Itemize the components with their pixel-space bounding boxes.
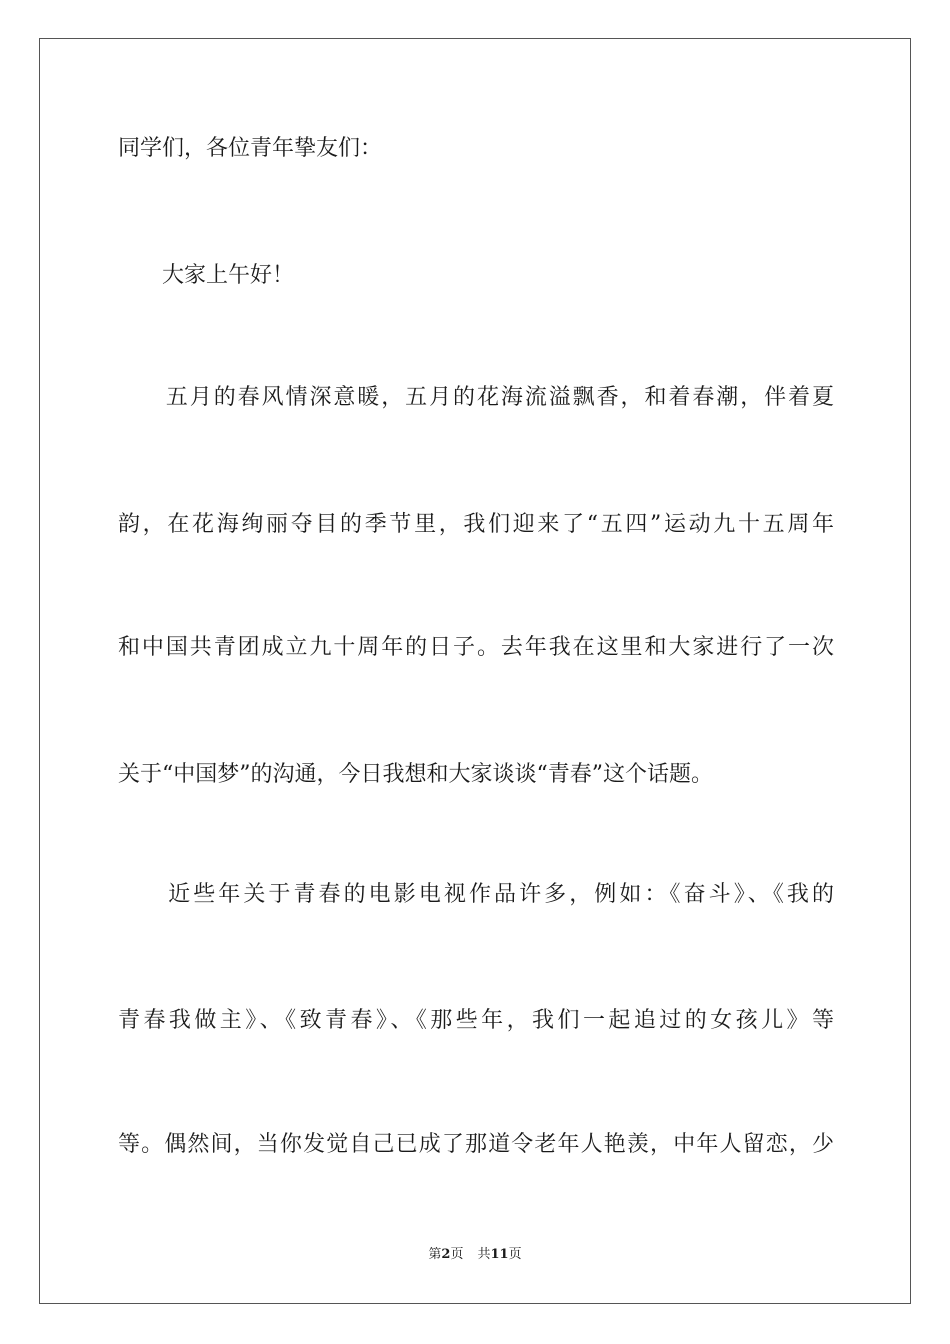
salutation-line: 同学们，各位青年挚友们： xyxy=(118,136,383,161)
page-suffix: 页 xyxy=(450,1247,464,1262)
page-prefix: 第 xyxy=(428,1247,442,1262)
page-number: 2 xyxy=(441,1247,451,1262)
total-prefix: 共 xyxy=(477,1247,491,1262)
body-line-4: 关于“中国梦”的沟通，今日我想和大家谈谈“青春”这个话题。 xyxy=(118,762,713,787)
greeting-line: 大家上午好！ xyxy=(118,263,295,288)
body-line-3: 和中国共青团成立九十周年的日子。去年我在这里和大家进行了一次 xyxy=(118,635,834,660)
total-pages: 11 xyxy=(490,1247,509,1262)
body-line-7: 等。偶然间，当你发觉自己已成了那道令老年人艳羡，中年人留恋，少 xyxy=(118,1132,834,1157)
page-footer xyxy=(0,1246,950,1264)
body-line-1: 五月的春风情深意暖，五月的花海流溢飘香，和着春潮，伴着夏 xyxy=(118,385,834,410)
body-line-6: 青春我做主》、《致青春》、《那些年，我们一起追过的女孩儿》等 xyxy=(118,1008,834,1033)
body-line-5: 近些年关于青春的电影电视作品许多，例如：《奋斗》、《我的 xyxy=(118,882,834,907)
body-line-2: 韵，在花海绚丽夺目的季节里，我们迎来了“五四”运动九十五周年 xyxy=(118,512,834,537)
page-border xyxy=(39,38,911,1304)
total-suffix: 页 xyxy=(508,1247,522,1262)
